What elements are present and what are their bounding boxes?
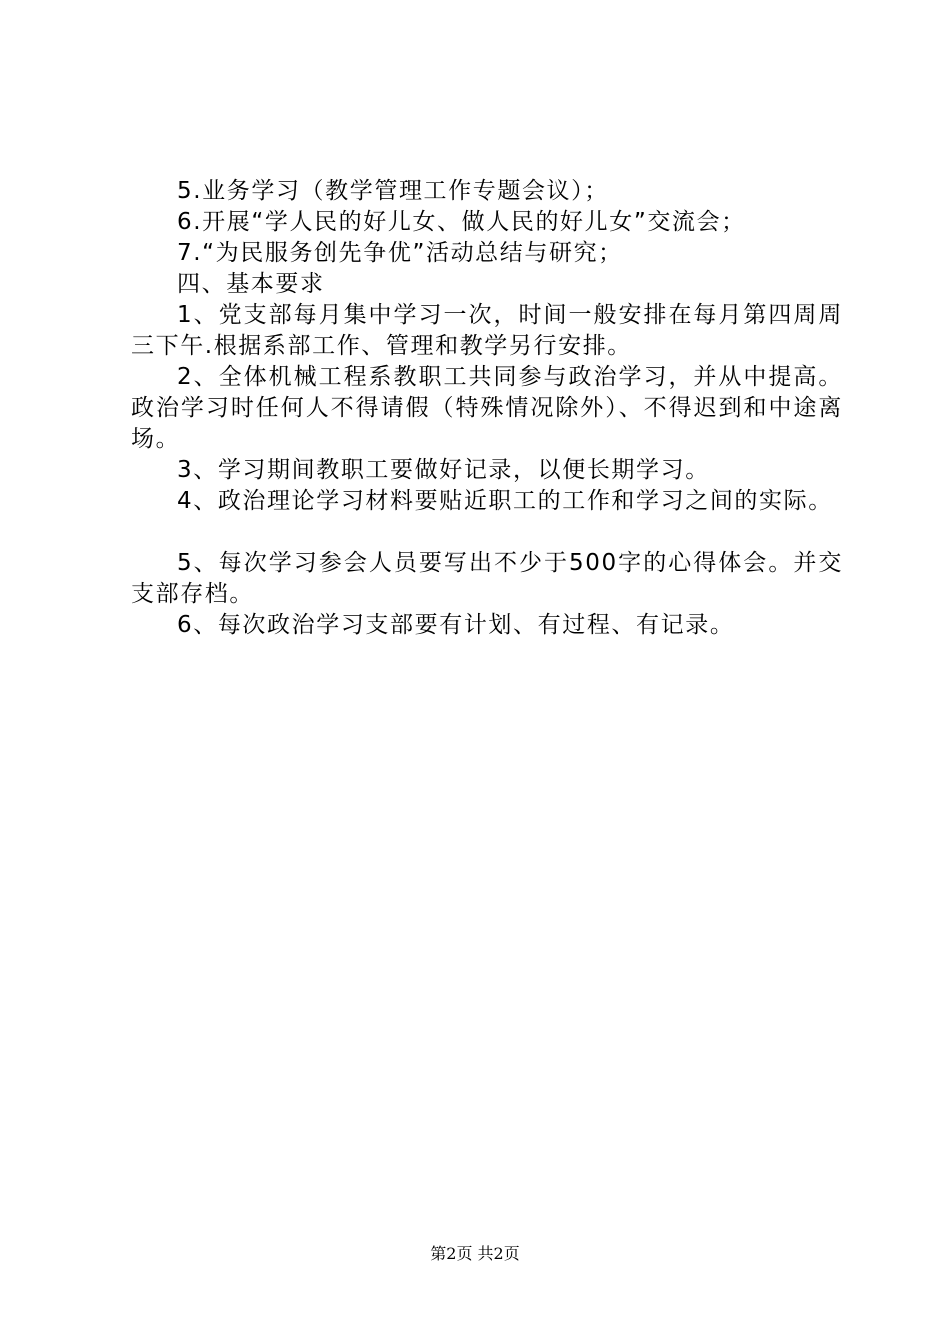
requirement-4: 4、政治理论学习材料要贴近职工的工作和学习之间的实际。 bbox=[177, 488, 833, 514]
section-heading-basic-requirements: 四、基本要求 bbox=[177, 271, 325, 297]
requirement-6: 6、每次政治学习支部要有计划、有过程、有记录。 bbox=[177, 612, 735, 638]
requirement-5: 5、每次学习参会人员要写出不少于500字的心得体会。并交支部存档。 bbox=[131, 550, 843, 607]
list-item-business-study: 5.业务学习（教学管理工作专题会议）； bbox=[177, 178, 609, 204]
list-item-exchange-meeting: 6.开展“学人民的好儿女、做人民的好儿女”交流会； bbox=[177, 209, 746, 235]
page-number-footer: 第2页 共2页 bbox=[430, 1244, 520, 1263]
requirement-2: 2、全体机械工程系教职工共同参与政治学习，并从中提高。政治学习时任何人不得请假（特殊情况除外）、不得迟到和中途离场。 bbox=[131, 364, 843, 452]
requirement-3: 3、学习期间教职工要做好记录，以便长期学习。 bbox=[177, 457, 710, 483]
document-body bbox=[131, 176, 843, 641]
requirement-1: 1、党支部每月集中学习一次，时间一般安排在每月第四周周三下午.根据系部工作、管理和教学另行安排。 bbox=[131, 302, 843, 359]
list-item-activity-summary: 7.“为民服务创先争优”活动总结与研究； bbox=[177, 240, 623, 266]
